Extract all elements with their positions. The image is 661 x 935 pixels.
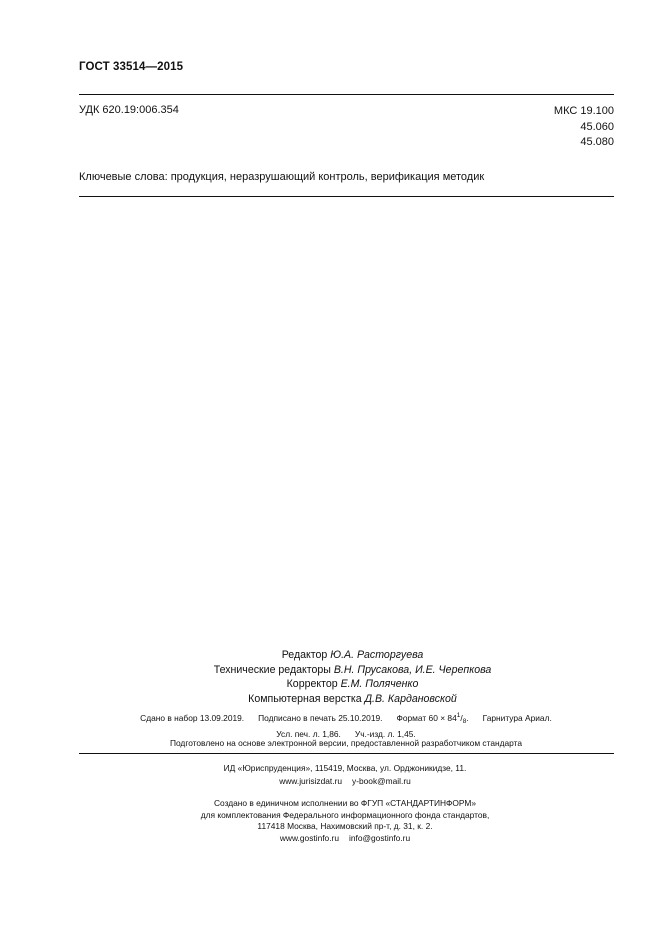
mks-code: 45.060 bbox=[580, 120, 614, 133]
format-slash: / bbox=[460, 713, 463, 723]
paper-format bbox=[396, 713, 468, 723]
keywords-divider bbox=[79, 196, 614, 197]
producer-contacts bbox=[120, 833, 570, 845]
udk-code: УДК 620.19:006.354 bbox=[79, 104, 179, 116]
producer-block bbox=[120, 798, 570, 844]
submitted-date: Сдано в набор 13.09.2019. bbox=[140, 713, 245, 723]
publisher-block bbox=[120, 762, 570, 787]
signed-date: Подписано в печать 25.10.2019. bbox=[258, 713, 383, 723]
credits-block bbox=[160, 648, 545, 706]
credit-tech-editors bbox=[160, 663, 545, 678]
format-sub: 8 bbox=[462, 718, 467, 725]
header-divider bbox=[79, 94, 614, 95]
credit-name: В.Н. Прусакова, И.Е. Черепкова bbox=[333, 663, 492, 676]
credit-role: Корректор bbox=[286, 678, 341, 690]
footer-divider bbox=[79, 753, 614, 754]
keywords-line: Ключевые слова: продукция, неразрушающий контроль, верификация методик bbox=[79, 171, 485, 183]
prepared-note: Подготовлено на основе электронной версии, предоставленной разработчиком стандарта bbox=[169, 738, 523, 748]
publisher-email[interactable]: y-book@mail.ru bbox=[352, 775, 411, 786]
publisher-address: ИД «Юриспруденция», 115419, Москва, ул. Орджоникидзе, 11. bbox=[223, 763, 467, 773]
producer-line: Создано в единичном исполнении во ФГУП «СТАНДАРТИНФОРМ» bbox=[213, 798, 477, 808]
producer-email[interactable]: info@gostinfo.ru bbox=[349, 832, 411, 843]
producer-line: 117418 Москва, Нахимовский пр-т, д. 31, к. 2. bbox=[257, 821, 433, 831]
credit-name: Е.М. Поляченко bbox=[340, 678, 419, 690]
standard-number: ГОСТ 33514—2015 bbox=[79, 61, 184, 73]
format-end: . bbox=[466, 713, 469, 723]
mks-label: МКС 19.100 bbox=[553, 105, 614, 117]
format-prefix: Формат 60 × 84 bbox=[396, 713, 457, 723]
producer-website[interactable]: www.gostinfo.ru bbox=[279, 832, 339, 843]
mks-code: 45.080 bbox=[580, 136, 614, 148]
credit-layout bbox=[160, 692, 545, 707]
typeface: Гарнитура Ариал. bbox=[482, 713, 552, 723]
credit-name: Ю.А. Расторгуева bbox=[330, 649, 424, 661]
credit-role: Редактор bbox=[281, 649, 331, 661]
credit-role: Технические редакторы bbox=[213, 663, 334, 676]
publisher-contacts bbox=[120, 775, 570, 788]
print-info-line-1 bbox=[100, 709, 592, 728]
mks-codes bbox=[554, 104, 614, 151]
print-sheets: Усл. печ. л. 1,86. bbox=[276, 729, 341, 739]
producer-line: для комплектования Федерального информационного фонда стандартов, bbox=[200, 809, 490, 820]
credit-role: Компьютерная верстка bbox=[248, 692, 365, 705]
publisher-sheets: Уч.-изд. л. 1,45. bbox=[354, 729, 416, 739]
credit-corrector bbox=[160, 677, 545, 692]
publisher-website[interactable]: www.jurisizdat.ru bbox=[279, 775, 343, 786]
credit-editor bbox=[160, 648, 545, 663]
credit-name: Д.В. Кардановской bbox=[364, 692, 457, 705]
format-sup: 1 bbox=[456, 712, 461, 719]
print-info bbox=[100, 709, 592, 741]
